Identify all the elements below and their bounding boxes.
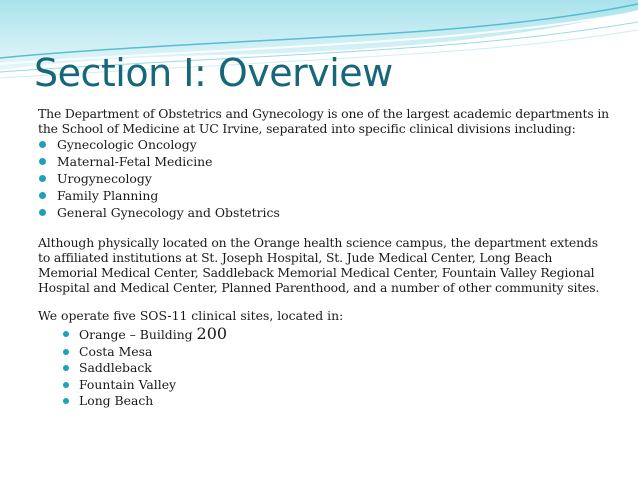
list-item: Family Planning xyxy=(38,187,613,204)
bullet-icon xyxy=(39,175,46,182)
list-item: Urogynecology xyxy=(38,170,613,187)
building-number: 200 xyxy=(196,324,228,343)
bullet-icon xyxy=(63,398,69,404)
list-item: Maternal-Fetal Medicine xyxy=(38,153,613,170)
list-item: General Gynecology and Obstetrics xyxy=(38,204,613,221)
intro-paragraph: The Department of Obstetrics and Gynecology is one of the largest academic departments in the School of Medicine at UC Irvine, separated into specific clinical divisions including: xyxy=(38,106,609,136)
bullet-icon xyxy=(63,382,69,388)
list-item: Orange – Building 200 xyxy=(62,326,613,344)
slide-body xyxy=(38,106,613,410)
list-item: Costa Mesa xyxy=(62,344,613,361)
bullet-icon xyxy=(63,365,69,371)
divisions-list xyxy=(38,136,613,221)
bullet-icon xyxy=(39,141,46,148)
bullet-icon xyxy=(39,209,46,216)
list-item: Long Beach xyxy=(62,393,613,410)
bullet-icon xyxy=(63,331,69,337)
slide-title: Section I: Overview xyxy=(34,51,393,95)
list-item: Saddleback xyxy=(62,360,613,377)
sites-intro: We operate five SOS-11 clinical sites, located in: xyxy=(38,308,344,323)
bullet-icon xyxy=(39,158,46,165)
sites-list xyxy=(38,326,613,410)
affiliates-paragraph: Although physically located on the Orange health science campus, the department extends to affiliated institutions at St. Joseph Hospital, St. Jude Medical Center, Long Beach Memorial Medical Center, Saddleback Memorial Medical Center, Fountain Valley Regional Hospital and Medical Center, Planned Parenthood, and a number of other community sites. xyxy=(38,235,600,295)
bullet-icon xyxy=(39,192,46,199)
list-item: Gynecologic Oncology xyxy=(38,136,613,153)
bullet-icon xyxy=(63,349,69,355)
list-item: Fountain Valley xyxy=(62,377,613,394)
